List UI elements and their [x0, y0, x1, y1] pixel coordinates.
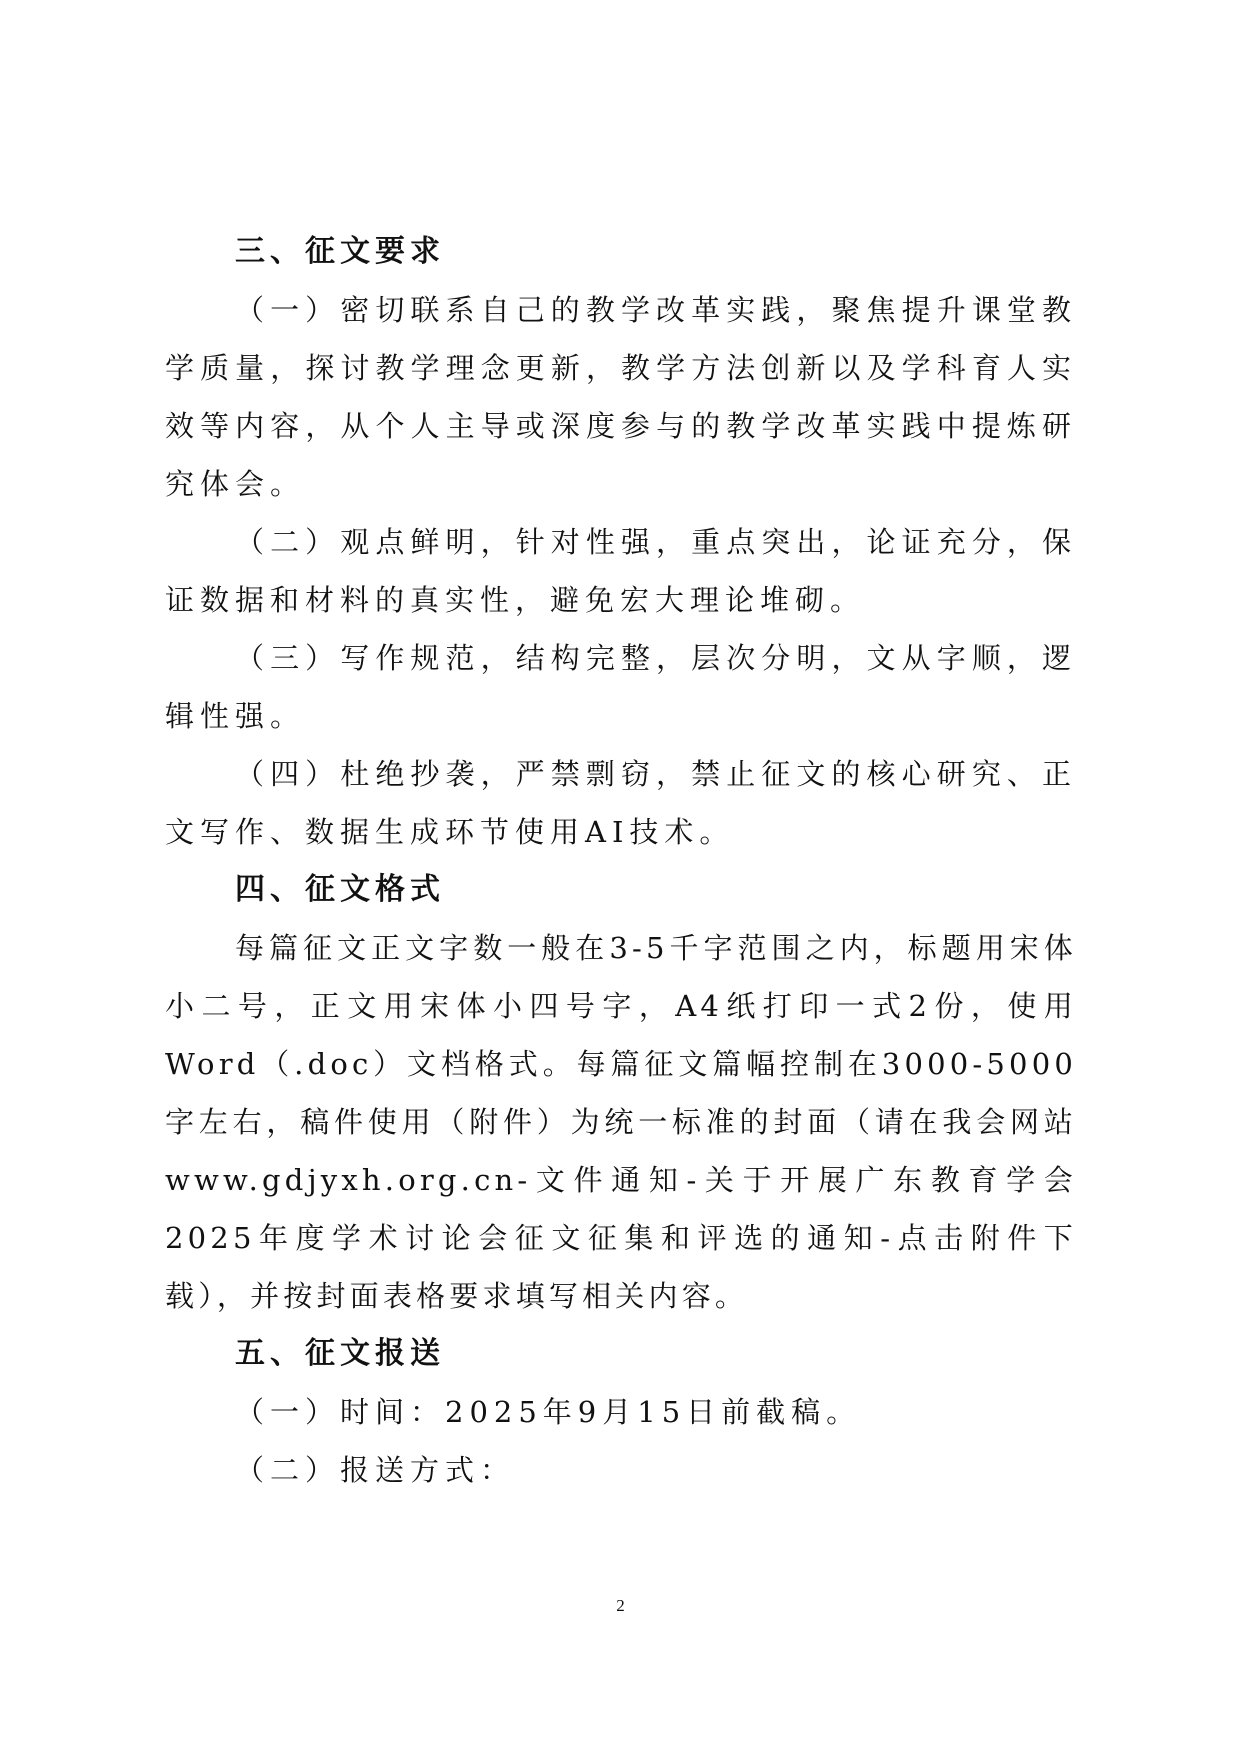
requirement-paragraph-3: （三）写作规范，结构完整，层次分明，文从字顺，逻辑性强。	[165, 641, 1077, 733]
requirement-paragraph-2: （二）观点鲜明，针对性强，重点突出，论证充分，保证数据和材料的真实性，避免宏大理论堆砌。	[165, 525, 1077, 617]
document-body	[165, 223, 1077, 1499]
section-heading-submission: 五、征文报送	[235, 1336, 445, 1371]
page-number: 2	[616, 1596, 625, 1615]
format-paragraph: 每篇征文正文字数一般在3-5千字范围之内，标题用宋体小二号，正文用宋体小四号字，A4纸打印一式2份，使用Word（.doc）文档格式。每篇征文篇幅控制在3000-5000字左右，稿件使用（附件）为统一标准的封面（请在我会网站www.gdjyxh.org.cn-文件通知-关于开展广东教育学会2025年度学术讨论会征文征集和评选的通知-点击附件下载），并按封面表格要求填写相关内容。	[165, 931, 1077, 1313]
requirement-paragraph-1: （一）密切联系自己的教学改革实践，聚焦提升课堂教学质量，探讨教学理念更新，教学方法创新以及学科育人实效等内容，从个人主导或深度参与的教学改革实践中提炼研究体会。	[165, 293, 1077, 501]
requirement-paragraph-4: （四）杜绝抄袭，严禁剽窃，禁止征文的核心研究、正文写作、数据生成环节使用AI技术。	[165, 757, 1077, 849]
section-heading-requirements: 三、征文要求	[235, 234, 445, 269]
submission-method: （二）报送方式：	[235, 1453, 516, 1487]
section-heading-format: 四、征文格式	[235, 872, 445, 907]
submission-deadline: （一）时间：2025年9月15日前截稿。	[235, 1395, 862, 1429]
